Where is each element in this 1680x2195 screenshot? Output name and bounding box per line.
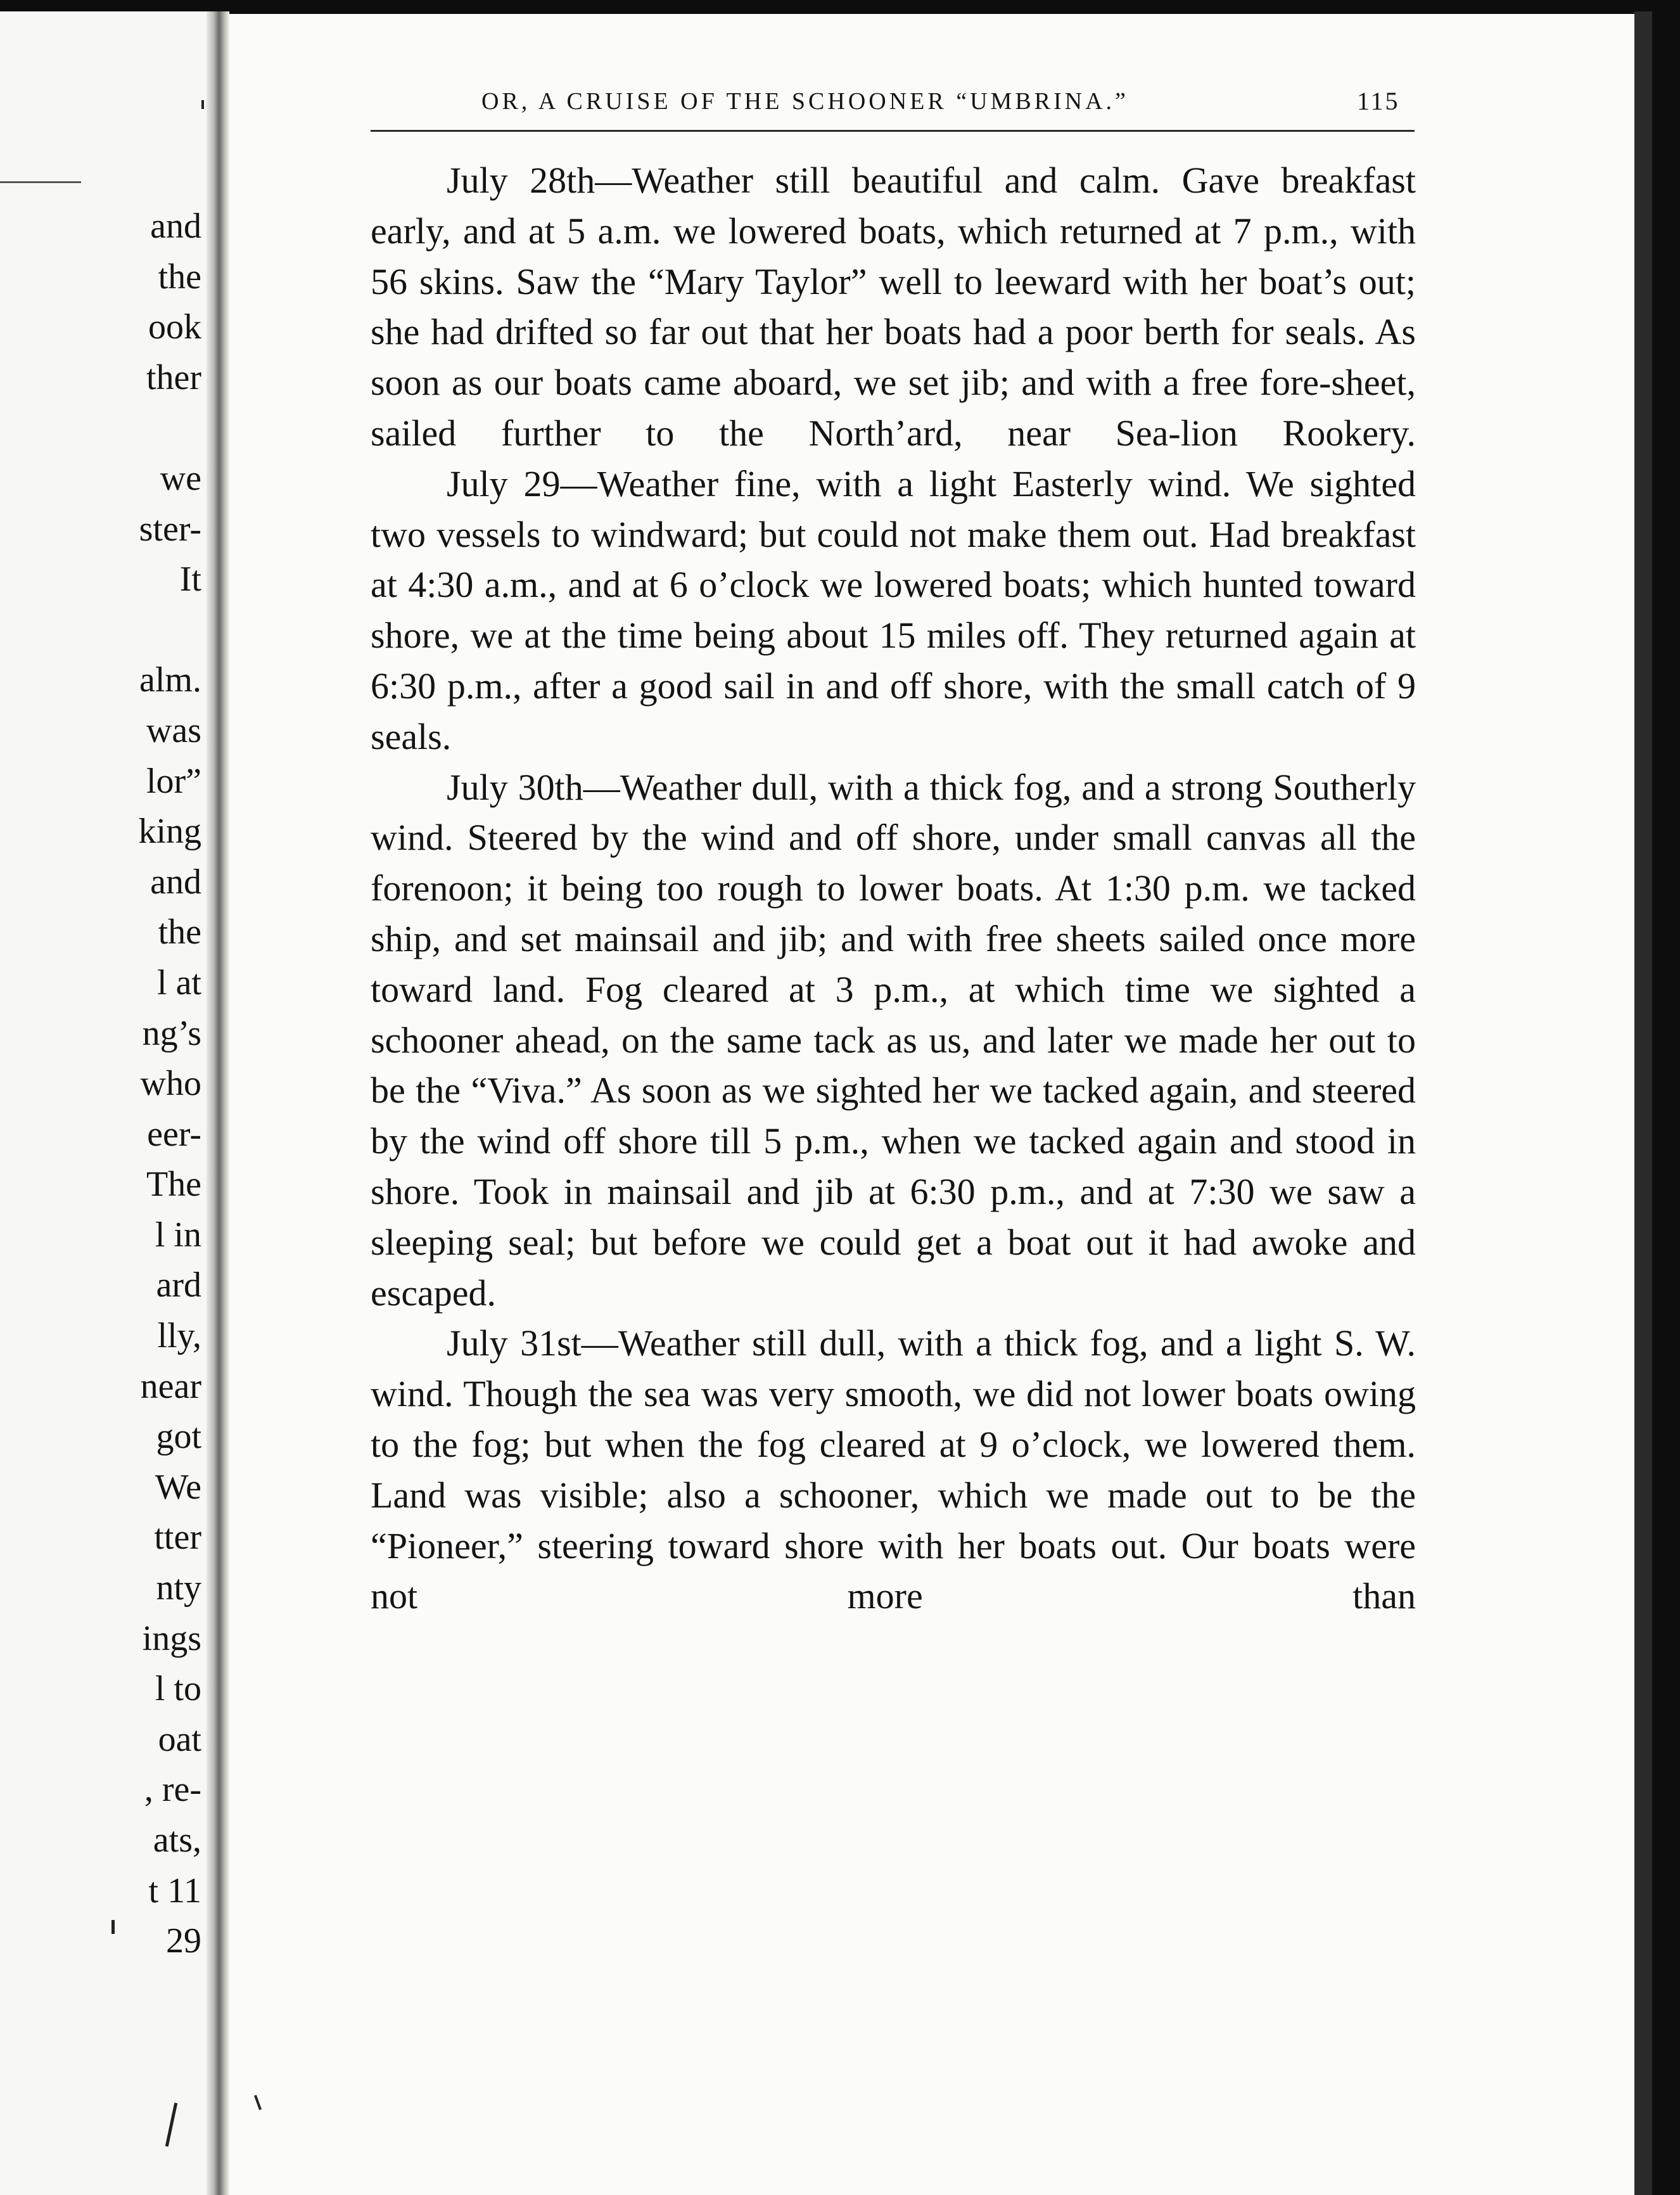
scan-speck <box>201 100 204 109</box>
previous-page-line: and <box>150 207 201 246</box>
body-text <box>371 155 1416 1622</box>
previous-page-line: king <box>138 812 201 852</box>
previous-page-line: ng’s <box>142 1013 201 1053</box>
previous-page-line: l to <box>155 1669 201 1709</box>
previous-page-line: ook <box>148 307 201 347</box>
page-number: 115 <box>1357 87 1400 115</box>
previous-page-line: eer- <box>147 1114 201 1154</box>
previous-page-line: ther <box>146 357 201 397</box>
previous-page-line: tter <box>154 1518 201 1558</box>
scan-speck <box>111 1920 115 1934</box>
previous-page-line: lor” <box>146 761 201 801</box>
page-edge-shadow <box>1634 11 1652 2195</box>
diary-entry-july-30: July 30th—Weather dull, with a thick fog, and a strong Southerly wind. Steered by the wind and off shore, under small canvas all the forenoon; it being too rough to lower boats. At 1:30 p.m. we tacked ship, and set mainsail and jib; and with free sheets sailed once more toward land. Fog cleared at 3 p.m., at which time we sighted a schooner ahead, on the same tack as us, and later we made her out to be the “Viva.” As soon as we sighted her we tacked again, and steered by the wind off shore till 5 p.m., when we tacked again and stood in shore. Took in mainsail and jib at 6:30 p.m., and at 7:30 we saw a sleeping seal; but before we could get a boat out it had awoke and escaped. <box>371 766 1416 1314</box>
previous-page-line: and <box>150 862 201 902</box>
diary-entry-july-29: July 29—Weather fine, with a light Easterly wind. We sighted two vessels to windward; but could not make them out. Had breakfast at 4:30 a.m., and at 6 o’clock we lowered boats; which hunted toward shore, we at the time being about 15 miles off. They returned again at 6:30 p.m., after a good sail in and off shore, with the small catch of 9 seals. <box>371 463 1416 757</box>
previous-page-line: who <box>140 1064 201 1104</box>
previous-page-line-fragments <box>138 202 201 1967</box>
previous-page-line: ard <box>156 1265 201 1305</box>
previous-page-line: , re- <box>144 1770 201 1810</box>
previous-page-line: It <box>179 560 201 599</box>
previous-page-line: the <box>158 257 201 297</box>
previous-page-line: t 11 <box>148 1871 201 1910</box>
previous-page-line: l at <box>157 963 201 1002</box>
diary-entry-july-31: July 31st—Weather still dull, with a thick fog, and a light S. W. wind. Though the sea was very smooth, we did not lower boats owing to the fog; but when the fog cleared at 9 o’clock, we lowered them. Land was visible; also a schooner, which we made out to be the “Pioneer,” steering toward shore with her boats out. Our boats were not more than <box>371 1322 1416 1617</box>
previous-page-blank-line <box>138 605 201 656</box>
previous-page-line: l in <box>155 1215 201 1255</box>
previous-page-strip <box>0 11 214 2195</box>
previous-page-rule <box>0 181 81 183</box>
previous-page-blank-line <box>138 403 201 454</box>
previous-page-line: ster- <box>139 509 201 549</box>
previous-page-line: lly, <box>157 1316 201 1356</box>
previous-page-line: was <box>146 710 201 750</box>
previous-page-line: got <box>156 1417 201 1457</box>
previous-page-line: 29 <box>166 1921 201 1961</box>
previous-page-line: oat <box>158 1719 201 1759</box>
previous-page-line: nty <box>156 1568 201 1608</box>
previous-page-line: ats, <box>153 1821 201 1860</box>
previous-page-line: We <box>155 1467 201 1507</box>
previous-page-line: the <box>158 912 201 952</box>
previous-page-line: near <box>140 1366 201 1406</box>
book-gutter <box>207 11 229 2195</box>
diary-entry-july-28: July 28th—Weather still beautiful and calm. Gave breakfast early, and at 5 a.m. we lowered boats, which returned at 7 p.m., with 56 skins. Saw the “Mary Taylor” well to leeward with her boat’s out; she had drifted so far out that her boats had a poor berth for seals. As soon as our boats came aboard, we set jib; and with a free fore-sheet, sailed further to the North’ard, near Sea-lion Rookery. <box>371 160 1416 454</box>
previous-page-line: alm. <box>139 660 201 700</box>
previous-page-line: we <box>160 458 201 498</box>
header-rule <box>371 130 1415 132</box>
previous-page-line: The <box>146 1165 201 1205</box>
previous-page-line: ings <box>142 1618 201 1658</box>
running-head: OR, A CRUISE OF THE SCHOONER “UMBRINA.” <box>481 88 1129 115</box>
